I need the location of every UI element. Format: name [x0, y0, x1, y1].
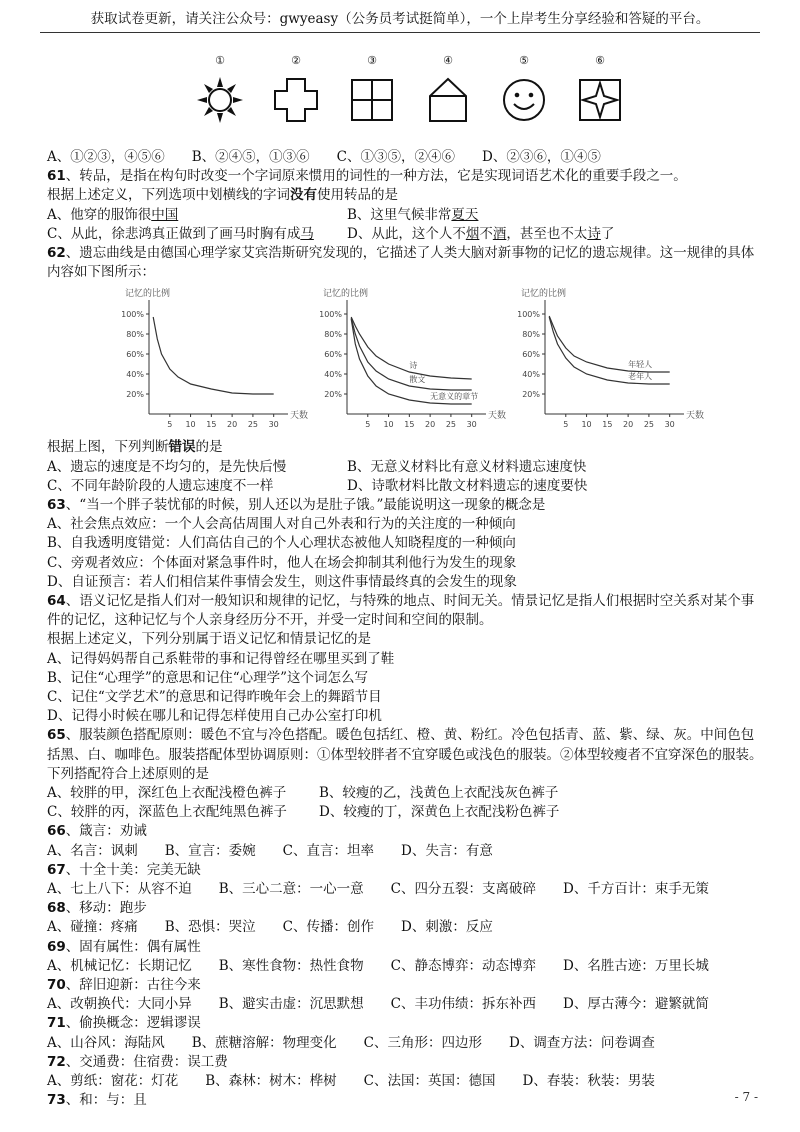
house-icon — [422, 74, 474, 126]
figure-row — [190, 54, 630, 146]
q63-option-b[interactable]: B、自我透明度错觉：人们高估自己的个人心理状态被他人知晓程度的一种倾向 — [47, 535, 516, 552]
analogy-stem — [47, 1053, 767, 1072]
q61-options-ab — [47, 206, 767, 225]
x-tick-label: 10 — [185, 420, 196, 430]
x-tick-label: 15 — [404, 420, 415, 430]
q65-option-c[interactable]: C、较胖的丙，深蓝色上衣配纯黑色裤子 — [47, 804, 287, 821]
q61-option-a[interactable]: A、他穿的服饰很中国 — [47, 206, 179, 223]
q62-prompt: 根据上图，下列判断错误的是 — [47, 439, 223, 456]
y-tick-label: 100% — [517, 310, 540, 320]
q62-text: 、遗忘曲线是由德国心理学家艾宾浩斯研究发现的，它描述了人类大脑对新事物的记忆的遗忘规律。这一规律的具体内容如下图所示： — [47, 244, 755, 281]
figure-6 — [570, 54, 630, 126]
figure-3 — [342, 54, 402, 126]
question-number: 73 — [47, 1092, 66, 1109]
q65-number: 65 — [47, 727, 66, 744]
x-tick-label: 10 — [383, 420, 394, 430]
figure-4 — [418, 54, 478, 126]
q61-number: 61 — [47, 168, 66, 185]
y-tick-label: 100% — [319, 310, 342, 320]
window-icon — [346, 74, 398, 126]
figure-label: ① — [215, 54, 225, 67]
series-label: 诗 — [409, 361, 418, 371]
exam-content — [47, 148, 767, 1110]
y-tick-label: 60% — [522, 350, 540, 360]
x-axis-label: 天数 — [488, 411, 507, 422]
x-tick-label: 5 — [365, 420, 371, 430]
y-tick-label: 60% — [126, 350, 144, 360]
q65-text: 、服装颜色搭配原则：暖色不宜与冷色搭配。暖色包括红、橙、黄、粉红。冷色包括青、蓝、紫、绿、灰。中间色包括黑、白、咖啡色。服装搭配体型协调原则：①体型较胖者不宜穿暖色或浅色的服装。②体型较瘦者不宜穿深色的服装。 — [47, 727, 763, 763]
star-icon — [574, 74, 626, 126]
y-axis-label: 记忆的比例 — [521, 289, 567, 300]
figure-1 — [190, 54, 250, 126]
q63-number: 63 — [47, 496, 66, 513]
y-tick-label: 20% — [324, 390, 342, 400]
analogy-options[interactable]: A、山谷风：海陆风 B、蔗糖溶解：物理变化 C、三角形：四边形 D、调查方法：问卷调查 — [47, 1034, 655, 1051]
y-axis-label: 记忆的比例 — [125, 289, 171, 300]
q65-option-a[interactable]: A、较胖的甲，深红色上衣配浅橙色裤子 — [47, 785, 287, 802]
q64-option-c[interactable]: C、记住“文学艺术”的意思和记得昨晚年会上的舞蹈节目 — [47, 689, 382, 705]
y-tick-label: 20% — [522, 390, 540, 400]
series-label: 年轻人 — [628, 360, 653, 370]
q62-option-b[interactable]: B、无意义材料比有意义材料遗忘速度快 — [347, 458, 587, 475]
q65-prompt: 下列搭配符合上述原则的是 — [47, 765, 209, 782]
analogy-stem-text: 、十全十美：完美无缺 — [65, 861, 201, 878]
figure-5 — [494, 54, 554, 126]
analogy-options[interactable]: A、碰撞：疼痛 B、恐惧：哭泣 C、传播：创作 D、刺激：反应 — [47, 919, 493, 936]
question-number: 68 — [47, 900, 66, 917]
analogy-stem — [47, 861, 767, 880]
q63-text: 、“当一个胖子装忧郁的时候，别人还以为是肚子饿。”最能说明这一现象的概念是 — [65, 496, 546, 513]
q65-options-ab — [47, 784, 767, 803]
page-number: - 7 - — [734, 1090, 758, 1104]
x-tick-label: 20 — [425, 420, 436, 430]
page-header: 获取试卷更新，请关注公众号：gwyeasy（公务员考试挺简单），一个上岸考生分享经验和答疑的平台。 — [40, 0, 760, 33]
x-tick-label: 5 — [563, 420, 569, 430]
q64-option-d[interactable]: D、记得小时候在哪儿和记得怎样使用自己办公室打印机 — [47, 708, 382, 725]
q64-number: 64 — [47, 592, 66, 609]
q62-number: 62 — [47, 244, 66, 261]
x-tick-label: 30 — [268, 420, 279, 430]
q63-option-c[interactable]: C、旁观者效应：个体面对紧急事件时，他人在场会抑制其利他行为发生的现象 — [47, 554, 517, 571]
q61-option-b[interactable]: B、这里气候非常夏天 — [347, 206, 479, 223]
x-axis-label: 天数 — [290, 411, 309, 422]
y-tick-label: 100% — [121, 310, 144, 320]
series-line — [153, 317, 274, 394]
question-number: 71 — [47, 1015, 66, 1032]
analogy-options[interactable]: A、名言：讽刺 B、宣言：委婉 C、直言：坦率 D、失言：有意 — [47, 842, 493, 859]
analogy-stem-text: 、辞旧迎新：古往今来 — [65, 977, 201, 994]
figure-label: ② — [291, 54, 301, 67]
analogy-stem — [47, 976, 767, 995]
analogy-stem-text: 、偷换概念：逻辑谬误 — [65, 1015, 201, 1032]
x-tick-label: 25 — [445, 420, 456, 430]
x-tick-label: 15 — [206, 420, 217, 430]
q63-option-a[interactable]: A、社会焦点效应：一个人会高估周围人对自己外表和行为的关注度的一种倾向 — [47, 516, 516, 533]
analogy-stem-text: 、移动：跑步 — [65, 900, 147, 917]
q61-stem — [47, 167, 767, 186]
q65-stem — [47, 726, 767, 764]
series-label: 散文 — [409, 375, 426, 385]
chart-1-wrapper — [107, 284, 309, 444]
figure-label: ③ — [367, 54, 377, 67]
q64-option-b[interactable]: B、记住“心理学”的意思和记住“心理学”这个词怎么写 — [47, 669, 369, 686]
question-number: 67 — [47, 861, 66, 878]
analogy-options[interactable]: A、机械记忆：长期记忆 B、寒性食物：热性食物 C、静态博弈：动态博弈 D、名胜古迹：万里长城 — [47, 957, 709, 974]
x-tick-label: 30 — [466, 420, 477, 430]
analogy-stem — [47, 899, 767, 918]
y-tick-label: 60% — [324, 350, 342, 360]
q61-option-d[interactable]: D、从此，这个人不烟不酒，甚至也不太诗了 — [347, 225, 615, 242]
figure-label: ⑥ — [595, 54, 605, 67]
x-tick-label: 30 — [664, 420, 675, 430]
analogy-stem-text: 、交通费：住宿费：误工费 — [65, 1053, 228, 1070]
series-label: 无意义的章节 — [430, 392, 479, 402]
q62-option-d[interactable]: D、诗歌材料比散文材料遗忘的速度要快 — [347, 477, 588, 494]
analogy-stem — [47, 1014, 767, 1033]
q60-options: A、①②③，④⑤⑥ B、②④⑤，①③⑥ C、①③⑤，②④⑥ D、②③⑥，①④⑤ — [47, 149, 601, 165]
analogy-stem — [47, 1091, 767, 1110]
x-tick-label: 5 — [167, 420, 173, 430]
x-tick-label: 15 — [602, 420, 613, 430]
q61-prompt — [47, 186, 767, 205]
q64-stem — [47, 592, 767, 630]
q63-stem — [47, 496, 767, 515]
cross-icon — [270, 74, 322, 126]
q63-option-d[interactable]: D、自证预言：若人们相信某件事情会发生，则这件事情最终真的会发生的现象 — [47, 573, 517, 590]
analogy-stem — [47, 822, 767, 841]
q62-option-a[interactable]: A、遗忘的速度是不均匀的，是先快后慢 — [47, 458, 287, 475]
q64-prompt: 根据上述定义，下列分别属于语义记忆和情景记忆的是 — [47, 631, 371, 648]
x-tick-label: 20 — [227, 420, 238, 430]
analogy-options[interactable]: A、改朝换代：大同小异 B、避实击虚：沉思默想 C、丰功伟绩：拆东补西 D、厚古薄今：避繁就简 — [47, 996, 709, 1013]
forgetting-curve-charts — [47, 284, 767, 438]
q65-options-cd — [47, 803, 767, 822]
q61-option-c[interactable]: C、从此，徐悲鸿真正做到了画马时胸有成马 — [47, 225, 314, 242]
q62-options-ab — [47, 458, 767, 477]
y-axis-label: 记忆的比例 — [323, 289, 369, 300]
y-tick-label: 40% — [522, 370, 540, 380]
q61-options-cd — [47, 225, 767, 244]
y-tick-label: 40% — [324, 370, 342, 380]
analogy-stem-text: 、箴言：劝诫 — [65, 823, 147, 840]
y-tick-label: 20% — [126, 390, 144, 400]
x-tick-label: 10 — [581, 420, 592, 430]
x-tick-label: 20 — [623, 420, 634, 430]
q62-options-cd — [47, 477, 767, 496]
q65-option-b[interactable]: B、较瘦的乙，浅黄色上衣配浅灰色裤子 — [319, 785, 559, 802]
question-number: 66 — [47, 823, 66, 840]
figure-label: ⑤ — [519, 54, 529, 67]
forgetting-curve-chart-3 — [503, 284, 705, 438]
analogy-stem-text: 、固有属性：偶有属性 — [65, 938, 201, 955]
q62-stem — [47, 244, 767, 282]
y-tick-label: 40% — [126, 370, 144, 380]
sun-icon — [194, 74, 246, 126]
chart-3-wrapper — [503, 284, 705, 444]
q62-option-c[interactable]: C、不同年龄阶段的人遗忘速度不一样 — [47, 477, 274, 494]
figure-label: ④ — [443, 54, 453, 67]
analogy-options[interactable]: A、剪纸：窗花：灯花 B、森林：树木：桦树 C、法国：英国：德国 D、春装：秋装：男装 — [47, 1073, 655, 1090]
x-tick-label: 25 — [247, 420, 258, 430]
q61-text: 、转品，是指在构句时改变一个字词原来惯用的词性的一种方法，它是实现词语艺术化的重要手段之一。 — [65, 168, 687, 185]
smiley-icon — [498, 74, 550, 126]
x-tick-label: 25 — [643, 420, 654, 430]
forgetting-curve-chart-2 — [305, 284, 507, 438]
q61-prompt-post: 使用转品的是 — [317, 187, 398, 204]
y-tick-label: 80% — [324, 330, 342, 340]
q61-prompt-pre: 根据上述定义，下列选项中划横线的字词 — [47, 187, 290, 204]
chart-2-wrapper — [305, 284, 507, 444]
analogy-options[interactable]: A、七上八下：从容不迫 B、三心二意：一心一意 C、四分五裂：支离破碎 D、千方百计：束手无策 — [47, 881, 709, 897]
q64-text: 、语义记忆是指人们对一般知识和规律的记忆，与特殊的地点、时间无关。情景记忆是指人们根据时空关系对某个事件的记忆，这种记忆与个人亲身经历分不开，并受一定时间和空间的限制。 — [47, 592, 755, 629]
q61-prompt-bold: 没有 — [290, 187, 317, 204]
y-tick-label: 80% — [126, 330, 144, 340]
question-number: 70 — [47, 977, 66, 994]
q64-option-a[interactable]: A、记得妈妈帮自己系鞋带的事和记得曾经在哪里买到了鞋 — [47, 650, 395, 667]
q65-option-d[interactable]: D、较瘦的丁，深黄色上衣配浅粉色裤子 — [319, 804, 560, 821]
question-number: 72 — [47, 1053, 66, 1070]
question-number: 69 — [47, 938, 66, 955]
y-tick-label: 80% — [522, 330, 540, 340]
analogy-stem-text: 、和：与：且 — [65, 1092, 147, 1109]
analogy-stem — [47, 938, 767, 957]
figure-2 — [266, 54, 326, 126]
forgetting-curve-chart-1 — [107, 284, 309, 438]
x-axis-label: 天数 — [686, 411, 705, 422]
series-label: 老年人 — [628, 372, 653, 382]
analogy-questions — [47, 822, 767, 1110]
